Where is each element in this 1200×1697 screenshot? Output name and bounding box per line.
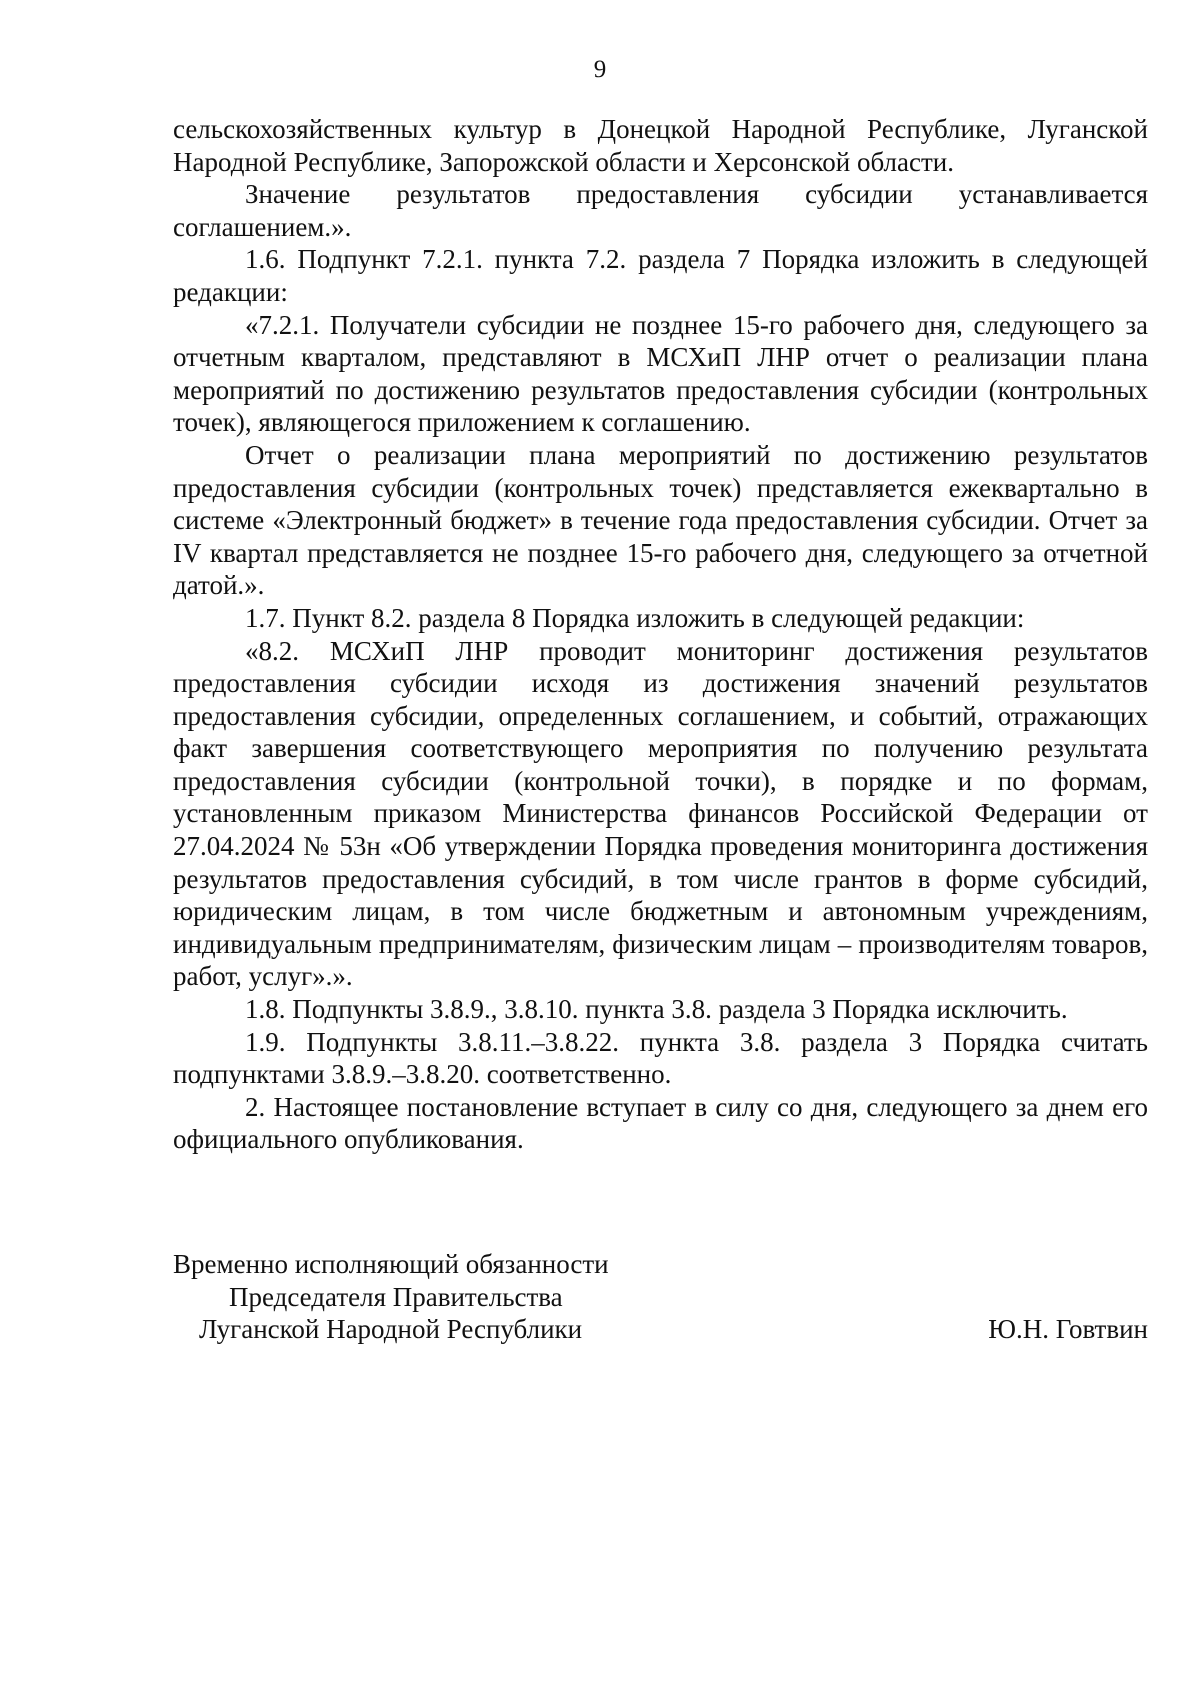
paragraph-continuation: сельскохозяйственных культур в Донецкой Народной Республике, Луганской Народной Республике, Запорожской области и Херсонской области. bbox=[173, 114, 1148, 177]
signature-block bbox=[173, 1248, 1148, 1346]
paragraph-item-8-2: «8.2. МСХиП ЛНР проводит мониторинг достижения результатов предоставления субсидии исходя из достижения значений результатов предоставления субсидии, определенных соглашением, и событий, отражающих факт завершения соответствующего мероприятия по получению результата предоставления субсидии (контрольной точки), в порядке и по формам, установленным приказом Министерства финансов Российской Федерации от 27.04.2024 № 53н «Об утверждении Порядка проведения мониторинга достижения результатов предоставления субсидий, в том числе грантов в форме субсидий, юридическим лицам, в том числе бюджетным и автономным учреждениям, индивидуальным предпринимателям, физическим лицам – производителям товаров, работ, услуг».». bbox=[173, 635, 1148, 992]
signatory-name: Ю.Н. Говтвин bbox=[988, 1314, 1148, 1344]
paragraph-item-1-8: 1.8. Подпункты 3.8.9., 3.8.10. пункта 3.8. раздела 3 Порядка исключить. bbox=[245, 994, 1068, 1025]
signatory-position-line-3: Луганской Народной Республики bbox=[199, 1314, 583, 1345]
paragraph-item-1-9: 1.9. Подпункты 3.8.11.–3.8.22. пункта 3.8. раздела 3 Порядка считать подпунктами 3.8.9.–3.8.20. соответственно. bbox=[173, 1026, 1148, 1090]
paragraph-item-1-7: 1.7. Пункт 8.2. раздела 8 Порядка изложить в следующей редакции: bbox=[245, 602, 1025, 633]
document-body bbox=[173, 113, 1148, 1156]
signatory-position-line-1: Временно исполняющий обязанности bbox=[173, 1249, 609, 1279]
paragraph-item-1-6: 1.6. Подпункт 7.2.1. пункта 7.2. раздела 7 Порядка изложить в следующей редакции: bbox=[173, 244, 1148, 307]
signatory-position-line-2: Председателя Правительства bbox=[229, 1281, 563, 1312]
page-number: 9 bbox=[593, 56, 607, 83]
paragraph-report: Отчет о реализации плана мероприятий по достижению результатов предоставления субсидии (контрольных точек) представляется ежеквартально в системе «Электронный бюджет» в течение года предоставления субсидии. Отчет за IV квартал представляется не позднее 15-го рабочего дня, следующего за отчетной датой.». bbox=[173, 439, 1148, 601]
paragraph-item-2: 2. Настоящее постановление вступает в силу со дня, следующего за днем его официального опубликования. bbox=[173, 1091, 1148, 1155]
paragraph-item-7-2-1: «7.2.1. Получатели субсидии не позднее 15-го рабочего дня, следующего за отчетным кварталом, представляют в МСХиП ЛНР отчет о реализации плана мероприятий по достижению результатов предоставления субсидии (контрольных точек), являющегося приложением к соглашению. bbox=[173, 309, 1148, 438]
paragraph-result-value: Значение результатов предоставления субсидии устанавливается соглашением.». bbox=[173, 179, 1148, 242]
